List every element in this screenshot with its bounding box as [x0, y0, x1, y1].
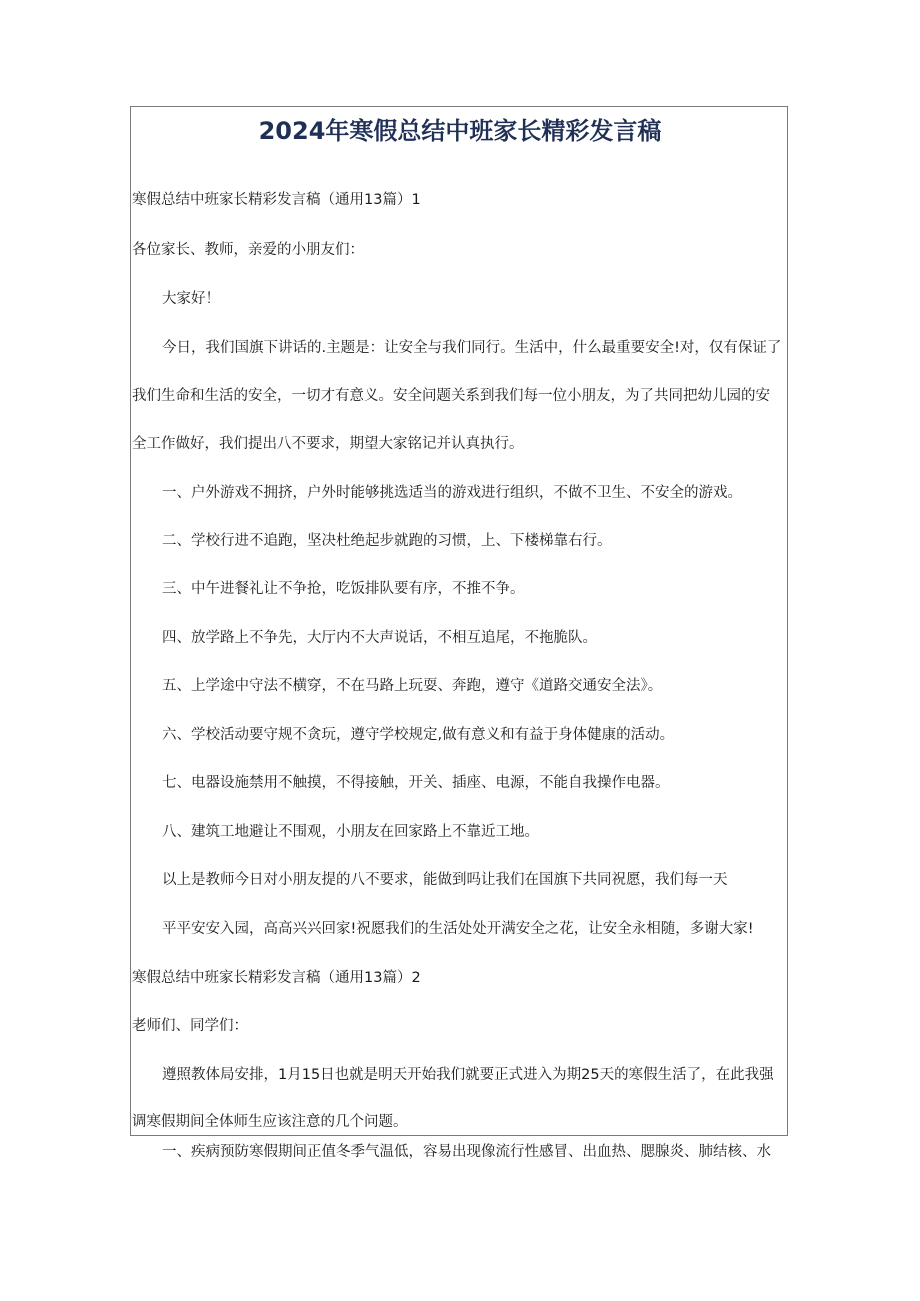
paragraph-line: 全工作做好，我们提出八不要求，期望大家铭记并认真执行。	[132, 436, 524, 452]
paragraph-line: 一、疾病预防寒假期间正值冬季气温低，容易出现像流行性感冒、出血热、腮腺炎、肺结核、水	[162, 1144, 771, 1160]
paragraph-line: 以上是教师今日对小朋友提的八不要求，能做到吗让我们在国旗下共同祝愿，我们每一天	[162, 872, 728, 888]
paragraph-line: 八、建筑工地避让不围观，小朋友在回家路上不靠近工地。	[162, 824, 539, 840]
paragraph-line: 一、户外游戏不拥挤，户外时能够挑选适当的游戏进行组织，不做不卫生、不安全的游戏。	[162, 485, 742, 501]
paragraph-line: 今日，我们国旗下讲话的.主题是：让安全与我们同行。生活中，什么最重要安全!对，仅有保证了	[162, 340, 782, 356]
paragraph-line: 遵照教体局安排，1月15日也就是明天开始我们就要正式进入为期25天的寒假生活了，在此我强	[162, 1067, 774, 1083]
paragraph-line: 调寒假期间全体师生应该注意的几个问题。	[132, 1114, 408, 1130]
paragraph-line: 平平安安入园，高高兴兴回家!祝愿我们的生活处处开满安全之花，让安全永相随，多谢大家!	[162, 921, 754, 937]
paragraph-line: 五、上学途中守法不横穿，不在马路上玩耍、奔跑，遵守《道路交通安全法》。	[162, 678, 663, 694]
paragraph-line: 各位家长、教师，亲爱的小朋友们：	[132, 242, 364, 258]
paragraph-line: 六、学校活动要守规不贪玩，遵守学校规定,做有意义和有益于身体健康的活动。	[162, 727, 675, 743]
paragraph-line: 老师们、同学们：	[132, 1018, 248, 1034]
paragraph-heading-1: 寒假总结中班家长精彩发言稿（通用13篇）1	[132, 192, 421, 208]
paragraph-line: 我们生命和生活的安全，一切才有意义。安全问题关系到我们每一位小朋友，为了共同把幼儿园的安	[132, 388, 770, 404]
paragraph-line: 七、电器设施禁用不触摸，不得接触，开关、插座、电源，不能自我操作电器。	[162, 775, 670, 791]
paragraph-line: 大家好！	[162, 291, 220, 307]
paragraph-line: 二、学校行进不追跑，坚决杜绝起步就跑的习惯，上、下楼梯靠右行。	[162, 533, 612, 549]
document-title: 2024年寒假总结中班家长精彩发言稿	[258, 117, 662, 145]
paragraph-line: 三、中午进餐礼让不争抢，吃饭排队要有序，不推不争。	[162, 581, 525, 597]
paragraph-heading-2: 寒假总结中班家长精彩发言稿（通用13篇）2	[132, 970, 421, 986]
paragraph-line: 四、放学路上不争先，大厅内不大声说话，不相互追尾，不拖脆队。	[162, 630, 597, 646]
